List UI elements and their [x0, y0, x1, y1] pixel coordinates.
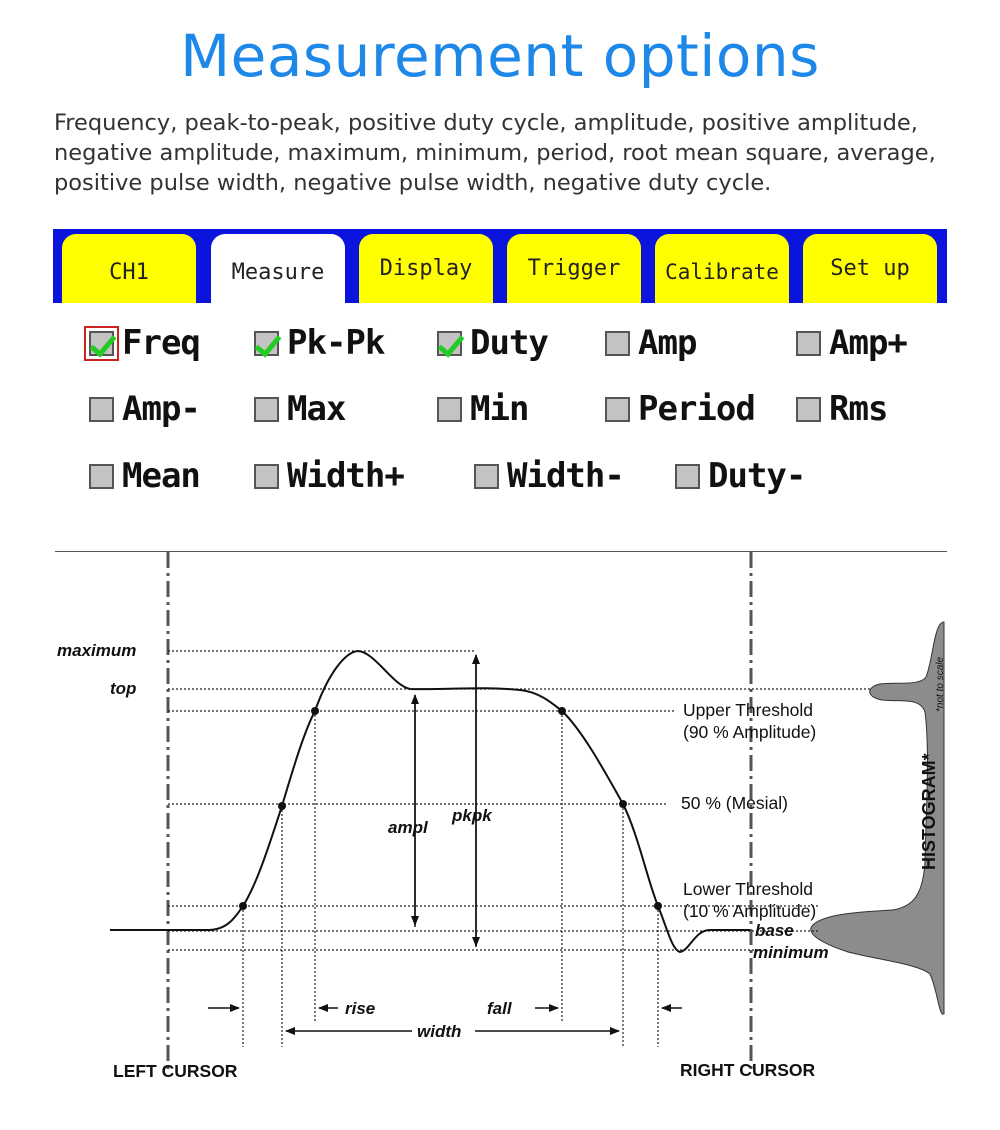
- pk-pk-checkbox[interactable]: [254, 331, 279, 356]
- tab-ch1[interactable]: CH1: [62, 234, 196, 303]
- lower-threshold-point: [654, 902, 662, 910]
- fall-label: fall: [487, 999, 512, 1018]
- option-rms[interactable]: [796, 391, 887, 427]
- histogram-label: HISTOGRAM*: [919, 753, 939, 870]
- mesial-point: [619, 800, 627, 808]
- mesial-point: [278, 802, 286, 810]
- option-duty-minus[interactable]: [675, 458, 805, 494]
- top-label: top: [110, 679, 137, 698]
- amp-plus-checkbox[interactable]: [796, 331, 821, 356]
- tab-calibrate[interactable]: Calibrate: [655, 234, 789, 303]
- rms-label: Rms: [829, 389, 888, 429]
- amp-label: Amp: [638, 323, 697, 363]
- amp-plus-label: Amp+: [829, 323, 907, 363]
- width-minus-checkbox[interactable]: [474, 464, 499, 489]
- option-amp-plus[interactable]: [796, 325, 907, 361]
- pkpk-label: pkpk: [452, 806, 492, 825]
- amp-checkbox[interactable]: [605, 331, 630, 356]
- lower-threshold-label: Lower Threshold: [683, 879, 814, 899]
- period-checkbox[interactable]: [605, 397, 630, 422]
- option-duty[interactable]: [437, 325, 548, 361]
- max-label: Max: [287, 389, 346, 429]
- freq-label: Freq: [122, 323, 200, 363]
- duty-minus-label: Duty-: [708, 456, 806, 496]
- min-label: Min: [470, 389, 529, 429]
- option-max[interactable]: [254, 391, 345, 427]
- not-to-scale-note: *not to scale: [935, 656, 946, 712]
- min-checkbox[interactable]: [437, 397, 462, 422]
- duty-checkbox[interactable]: [437, 331, 462, 356]
- tab-trigger[interactable]: Trigger: [507, 234, 641, 303]
- rms-checkbox[interactable]: [796, 397, 821, 422]
- option-mean[interactable]: [89, 458, 200, 494]
- page-title: Measurement options: [180, 22, 820, 90]
- tab-bar: [53, 229, 947, 303]
- option-freq[interactable]: [89, 325, 200, 361]
- upper-threshold-sub-label: (90 % Amplitude): [683, 722, 817, 742]
- tab-measure[interactable]: Measure: [211, 234, 345, 303]
- rise-label: rise: [345, 999, 376, 1018]
- mean-label: Mean: [122, 456, 200, 496]
- minimum-label: minimum: [753, 943, 829, 962]
- amp-minus-checkbox[interactable]: [89, 397, 114, 422]
- max-checkbox[interactable]: [254, 397, 279, 422]
- option-pk-pk[interactable]: [254, 325, 384, 361]
- option-min[interactable]: [437, 391, 528, 427]
- amp-minus-label: Amp-: [122, 389, 200, 429]
- pulse-waveform: [110, 651, 750, 952]
- upper-threshold-label: Upper Threshold: [683, 700, 814, 720]
- tab-display[interactable]: Display: [359, 234, 493, 303]
- width-plus-label: Width+: [287, 456, 404, 496]
- lower-threshold-sub-label: (10 % Amplitude): [683, 901, 817, 921]
- width-label: width: [417, 1022, 462, 1041]
- option-amp[interactable]: [605, 325, 696, 361]
- pulse-measurement-diagram: [0, 552, 1000, 1127]
- mean-checkbox[interactable]: [89, 464, 114, 489]
- duty-minus-checkbox[interactable]: [675, 464, 700, 489]
- mesial-label: 50 % (Mesial): [681, 793, 788, 813]
- option-width-plus[interactable]: [254, 458, 404, 494]
- right-cursor-label: RIGHT CURSOR: [680, 1060, 816, 1080]
- description-line: Frequency, peak-to-peak, positive duty cycle, amplitude, positive amplitude,: [54, 110, 918, 136]
- ampl-label: ampl: [388, 818, 428, 837]
- option-width-minus[interactable]: [474, 458, 624, 494]
- measurement-options: [53, 310, 947, 510]
- freq-checkbox[interactable]: [89, 331, 114, 356]
- description-line: negative amplitude, maximum, minimum, period, root mean square, average,: [54, 140, 936, 166]
- left-cursor-label: LEFT CURSOR: [113, 1061, 238, 1081]
- option-period[interactable]: [605, 391, 755, 427]
- description: [54, 108, 984, 198]
- base-label: base: [755, 921, 794, 940]
- width-minus-label: Width-: [507, 456, 624, 496]
- upper-threshold-point: [311, 707, 319, 715]
- duty-label: Duty: [470, 323, 548, 363]
- tab-setup[interactable]: Set up: [803, 234, 937, 303]
- width-plus-checkbox[interactable]: [254, 464, 279, 489]
- maximum-label: maximum: [57, 641, 137, 660]
- lower-threshold-point: [239, 902, 247, 910]
- option-amp-minus[interactable]: [89, 391, 200, 427]
- description-line: positive pulse width, negative pulse width, negative duty cycle.: [54, 170, 772, 196]
- period-label: Period: [638, 389, 755, 429]
- pk-pk-label: Pk-Pk: [287, 323, 385, 363]
- upper-threshold-point: [558, 707, 566, 715]
